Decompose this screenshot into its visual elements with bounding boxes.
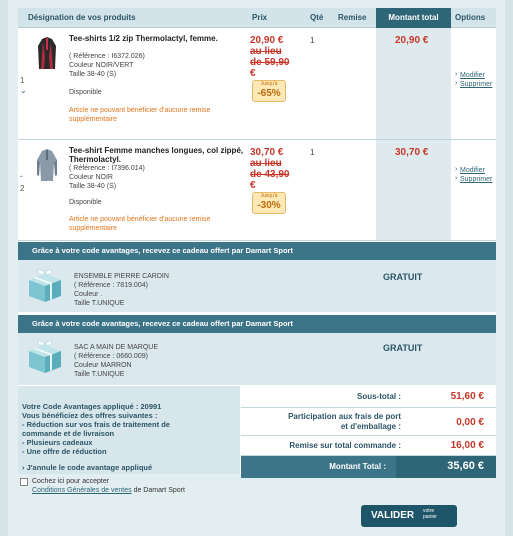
price-new: 30,70 € [250, 147, 284, 158]
price-old-line2: de 43,90 [250, 169, 290, 180]
cart-table [18, 8, 496, 474]
product-image[interactable] [36, 148, 58, 184]
discount-row [241, 436, 496, 456]
gift-reference: ( Référence : 0660.009) [74, 353, 148, 360]
chevron-right-icon: › [455, 80, 458, 87]
gift-size: Taille T.UNIQUE [74, 300, 125, 307]
gift-row [18, 260, 496, 312]
validate-sub2: panier [423, 514, 437, 520]
validate-cart-button[interactable] [361, 505, 457, 527]
discount-label: Remise sur total commande : [289, 441, 401, 450]
order-totals [241, 386, 496, 474]
header-prix: Prix [252, 13, 268, 22]
modify-link[interactable]: Modifier [460, 167, 485, 174]
badge-percent: -30% [257, 200, 281, 211]
modify-link[interactable]: Modifier [460, 72, 485, 79]
quantity[interactable]: 1 [310, 36, 315, 45]
gift-color: Couleur . [74, 291, 103, 298]
header-qte: Qté [310, 13, 324, 22]
discount-value: 16,00 € [450, 440, 484, 451]
validate-sublabel [423, 508, 437, 520]
gift-price: GRATUIT [383, 343, 423, 353]
row-index: 1 [20, 76, 25, 85]
table-header [18, 8, 496, 28]
subtotal-value: 51,60 € [450, 391, 484, 402]
product-color: Couleur NOIR [69, 174, 113, 181]
product-row [18, 28, 496, 140]
gift-name: ENSEMBLE PIERRE CARDIN [74, 273, 169, 280]
delete-link[interactable]: Supprimer [460, 81, 493, 88]
header-montant-total: Montant total [376, 8, 451, 28]
price-old-line1: au lieu [250, 158, 282, 169]
badge-percent: -65% [257, 88, 281, 99]
product-availability: Disponible [69, 89, 102, 96]
product-image[interactable] [36, 36, 58, 72]
price-old-line1: au lieu [250, 46, 282, 57]
gift-name: SAC A MAIN DE MARQUE [74, 344, 159, 351]
chevron-right-icon: › [455, 166, 458, 173]
price-old-line3: € [250, 180, 256, 191]
row-index: 2 [20, 184, 25, 193]
gift-box-icon [25, 339, 65, 375]
quantity[interactable]: 1 [310, 148, 315, 157]
cancel-promo-label[interactable]: J'annule le code avantage appliqué [26, 463, 153, 472]
accept-terms-label: Cochez ici pour accepter [32, 478, 110, 485]
grand-total-value: 35,60 € [447, 460, 484, 472]
header-remise: Remise [338, 13, 367, 22]
promo-offer-line: - Plusieurs cadeaux [22, 438, 93, 447]
gift-color: Couleur MARRON [74, 362, 132, 369]
grand-total-row [241, 456, 496, 478]
product-size: Taille 38-40 (S) [69, 183, 117, 190]
badge-label: Jusqu'à [260, 81, 278, 87]
grand-total-box [396, 456, 496, 478]
shipping-label-2: et d'emballage : [340, 422, 401, 431]
product-discount-note: Article ne pouvant bénéficier d'aucune remise supplémentaire [69, 216, 211, 232]
delete-link[interactable]: Supprimer [460, 176, 493, 183]
terms-link[interactable]: Conditions Générales de ventes [32, 487, 132, 494]
subtotal-row [241, 386, 496, 408]
line-total: 20,90 € [395, 35, 429, 46]
gift-banner: Grâce à votre code avantages, recevez ce cadeau offert par Damart Sport [18, 242, 496, 260]
product-title[interactable]: Tee-shirts 1/2 zip Thermolactyl, femme. [69, 34, 218, 43]
product-reference: ( Référence : I6372.026) [69, 53, 145, 60]
move-up-icon[interactable]: ˆ [20, 175, 23, 184]
price-old-line3: € [250, 68, 256, 79]
shipping-label-1: Participation aux frais de port [288, 412, 401, 421]
gift-reference: ( Référence : 7819.004) [74, 282, 148, 289]
badge-label: Jusqu'à [260, 193, 278, 199]
promo-offer-line: - Réduction sur vos frais de traitement de [22, 420, 170, 429]
price-new: 20,90 € [250, 35, 284, 46]
shipping-row [241, 408, 496, 436]
gift-size: Taille T.UNIQUE [74, 371, 125, 378]
grand-total-label: Montant Total : [329, 462, 386, 471]
shipping-value: 0,00 € [456, 417, 484, 428]
line-total: 30,70 € [395, 147, 429, 158]
product-reference: ( Référence : I7396.014) [69, 165, 145, 172]
validate-sub1: votre [423, 508, 435, 514]
promo-offer-line: commande et de livraison [22, 429, 115, 438]
gift-row [18, 333, 496, 385]
gift-box-icon [25, 268, 65, 304]
validate-label: VALIDER [371, 510, 415, 521]
accept-terms-checkbox[interactable] [20, 478, 28, 486]
accept-terms-text [32, 477, 185, 495]
product-availability: Disponible [69, 199, 102, 206]
discount-badge [252, 80, 286, 102]
subtotal-label: Sous-total : [357, 392, 401, 401]
product-discount-note: Article ne pouvant bénéficier d'aucune remise supplémentaire [69, 107, 211, 123]
header-designation: Désignation de vos produits [28, 13, 136, 22]
price-old-line2: de 59,90 [250, 57, 290, 68]
gift-price: GRATUIT [383, 272, 423, 282]
product-size: Taille 38-40 (S) [69, 71, 117, 78]
product-row [18, 140, 496, 241]
promo-offers-title: Vous bénéficiez des offres suivantes : [22, 411, 158, 420]
accept-terms-line2 [32, 486, 185, 495]
promo-code-summary [18, 386, 240, 474]
discount-badge [252, 192, 286, 214]
promo-code-line: Votre Code Avantages appliqué : 20991 [22, 402, 162, 411]
header-options: Options [455, 13, 486, 22]
gift-banner: Grâce à votre code avantages, recevez ce cadeau offert par Damart Sport [18, 315, 496, 333]
promo-offer-line: - Une offre de réduction [22, 447, 107, 456]
terms-suffix: de Damart Sport [131, 487, 185, 494]
cancel-promo-link[interactable]: › J'annule le code avantage appliqué [22, 463, 153, 472]
move-down-icon[interactable]: ⌄ [20, 86, 27, 95]
product-title[interactable]: Tee-shirt Femme manches longues, col zippé, Thermolactyl. [69, 146, 244, 164]
chevron-right-icon: › [455, 71, 458, 78]
product-color: Couleur NOIR/VERT [69, 62, 134, 69]
chevron-right-icon: › [455, 175, 458, 182]
